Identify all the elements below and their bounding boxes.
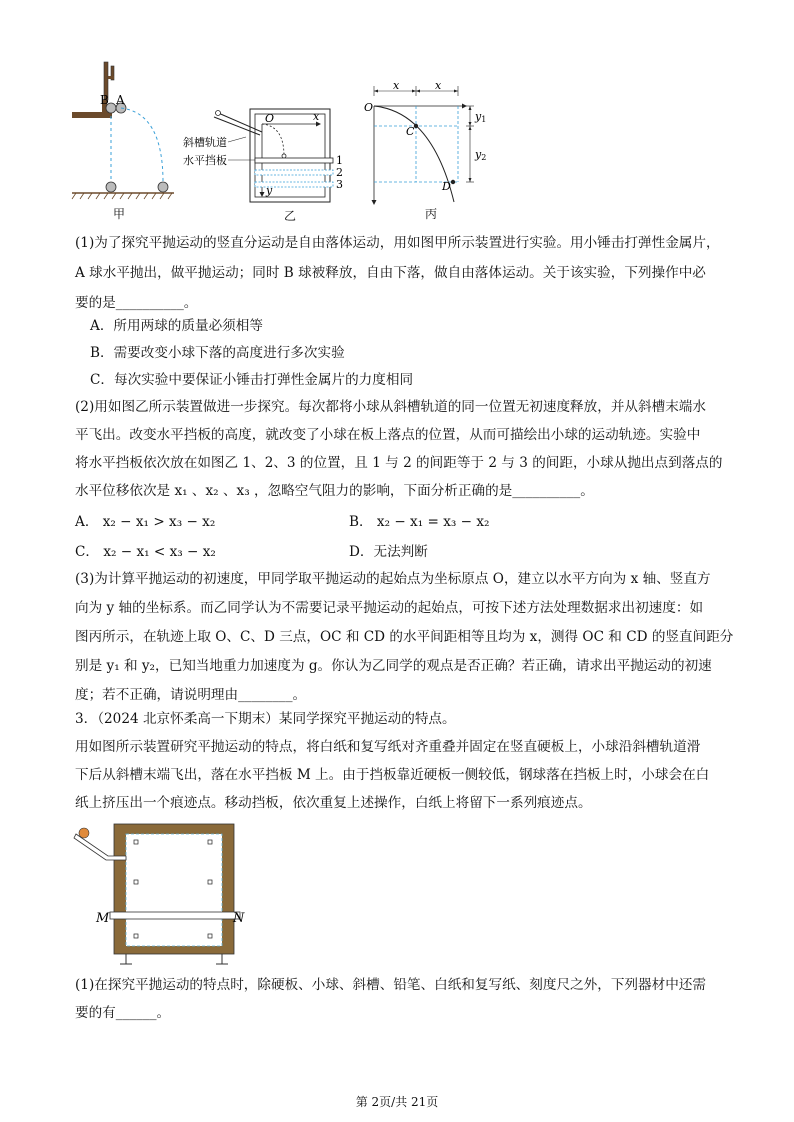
q2-option-b: B． x₂ − x₁ = x₃ − x₂ [349,514,490,530]
figure-jia [68,58,176,206]
q1-line3: 要的是__________。 [75,295,198,311]
label-x2: x [435,82,442,92]
label-1-yi: 1 [336,154,343,167]
caption-jia: 甲 [113,207,126,221]
q3-line2: 向为 y 轴的坐标系。而乙同学认为不需要记录平抛运动的起始点，可按下述方法处理数据求出初速度：如 [75,600,704,616]
q3-line1: (3)为计算平抛运动的初速度，甲同学取平抛运动的起始点为坐标原点 O，建立以水平方向为 x 轴、竖直方 [75,571,711,587]
svg-text:y2 [474,148,486,162]
q1-line1: (1)为了探究平抛运动的竖直分运动是自由落体运动，用如图甲所示装置进行实验。用小锤击打弹性金属片， [75,235,720,251]
figure-bing [362,82,502,208]
label-x-yi: x [313,110,320,123]
label-o-yi: O [265,112,275,125]
label-c: C [406,125,415,138]
q2-option-c: C． x₂ − x₁ < x₃ − x₂ [75,544,216,560]
label-slope: 斜槽轨道 [183,136,227,149]
label-y2: y [475,148,482,161]
p3-title: 3．（2024 北京怀柔高一下期末）某同学探究平抛运动的特点。 [75,711,456,727]
q2-line3: 将水平挡板依次放在如图乙 1、2、3 的位置，且 1 与 2 的间距等于 2 与 3 的间距，小球从抛出点到落点的 [75,455,723,471]
page-footer: 第 2页/共 21页 [355,1095,439,1109]
label-2-yi: 2 [336,166,343,179]
label-baffle: 水平挡板 [183,154,227,167]
q2-option-a: A． x₂ − x₁ > x₃ − x₂ [75,514,216,530]
caption-yi: 乙 [284,209,297,223]
p3-sub1-line2: 要的有______。 [75,1005,171,1021]
label-b: B [100,93,109,107]
q3-line5: 度；若不正确，请说明理由________。 [75,687,307,703]
figure-board [70,822,250,972]
q1-option-b: B．需要改变小球下落的高度进行多次实验 [90,345,345,361]
q2-line2: 平飞出。改变水平挡板的高度，就改变了小球在板上落点的位置，从而可描绘出小球的运动轨迹。实验中 [75,427,701,443]
p3-line1: 用如图所示装置研究平抛运动的特点，将白纸和复写纸对齐重叠并固定在竖直硬板上，小球沿斜槽轨道滑 [75,739,701,755]
figure-yi [180,104,350,208]
label-y2-sub: 2 [481,153,487,162]
q2-option-d: D．无法判断 [349,544,428,560]
p3-line2: 下后从斜槽末端飞出，落在水平挡板 M 上。由于挡板靠近硬板一侧较低，钢球落在挡板上时，小球会在白 [75,767,710,783]
q3-line3: 图丙所示，在轨迹上取 O、C、D 三点，OC 和 CD 的水平间距相等且均为 x，测得 OC 和 CD 的竖直间距分 [75,629,734,645]
label-x1: x [393,82,400,92]
q1-option-c: C．每次实验中要保证小锤击打弹性金属片的力度相同 [90,372,414,388]
label-3-yi: 3 [336,178,343,191]
q2-line4: 水平位移依次是 x₁ 、x₂ 、x₃ ，忽略空气阻力的影响，下面分析正确的是__________。 [75,483,594,499]
label-n: N [233,911,245,926]
label-y1-sub: 1 [481,115,487,124]
label-y1: y [475,110,482,123]
p3-line3: 纸上挤压出一个痕迹点。移动挡板，依次重复上述操作，白纸上将留下一系列痕迹点。 [75,795,592,811]
q1-line2: A 球水平抛出，做平抛运动；同时 B 球被释放，自由下落，做自由落体运动。关于该实验，下列操作中必 [75,265,706,281]
caption-bing: 丙 [425,207,438,221]
label-m: M [96,911,110,926]
q3-line4: 别是 y₁ 和 y₂，已知当地重力加速度为 g。你认为乙同学的观点是否正确？若正确，请求出平抛运动的初速 [75,658,712,674]
q1-option-a: A．所用两球的质量必须相等 [90,318,263,334]
label-a: A [116,93,125,107]
svg-text:y1 [474,110,486,124]
label-y-yi: y [266,184,273,197]
label-o-bing: O [364,101,374,114]
label-d: D [442,180,451,193]
q2-line1: (2)用如图乙所示装置做进一步探究。每次都将小球从斜槽轨道的同一位置无初速度释放，并从斜槽末端水 [75,399,706,415]
p3-sub1-line1: (1)在探究平抛运动的特点时，除硬板、小球、斜槽、铅笔、白纸和复写纸、刻度尺之外，下列器材中还需 [75,977,706,993]
